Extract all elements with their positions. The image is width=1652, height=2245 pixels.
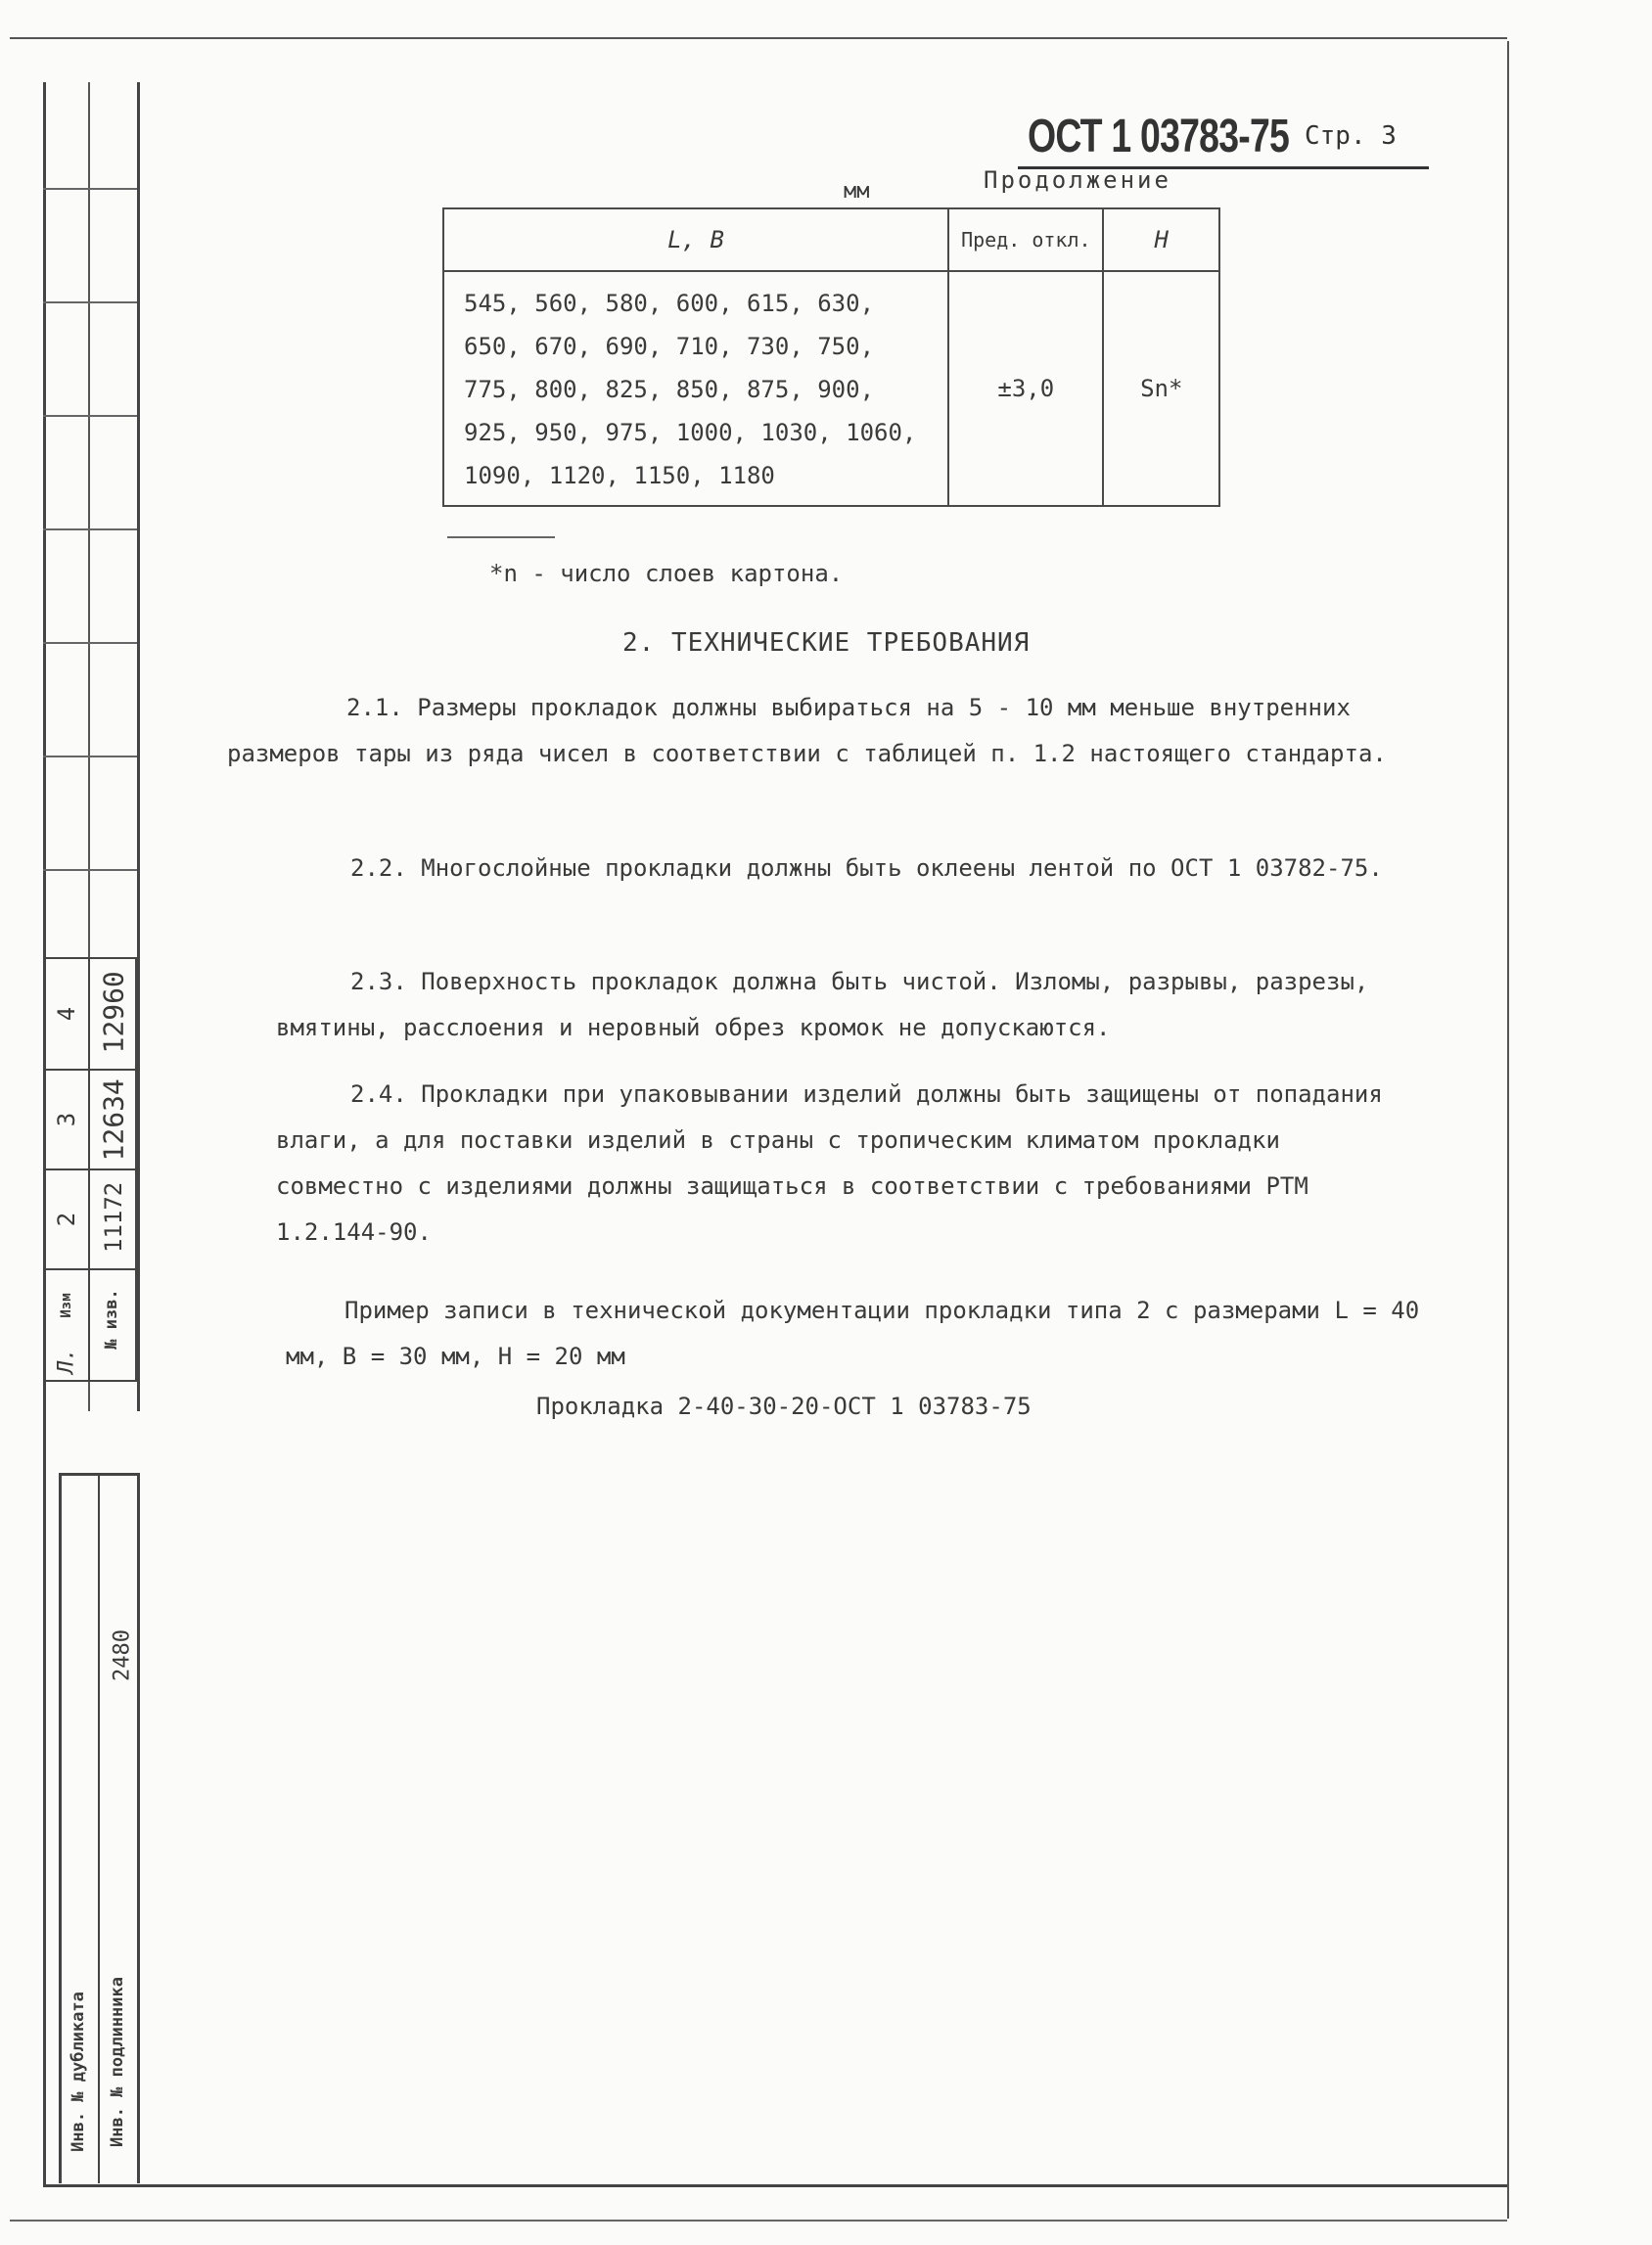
dimensions-table xyxy=(442,207,1220,507)
revision-number-2: 2 xyxy=(53,1212,80,1227)
sizes-line: 925, 950, 975, 1000, 1030, 1060, xyxy=(464,419,917,446)
revision-number-4: 4 xyxy=(53,1006,80,1022)
table-unit-label: мм xyxy=(844,179,870,204)
sizes-line: 775, 800, 825, 850, 875, 900, xyxy=(464,376,875,403)
column-header-h: H xyxy=(1103,208,1219,271)
paragraph-2-2: 2.2. Многослойные прокладки должны быть оклеены лентой по ОСТ 1 03782-75. xyxy=(350,854,1383,882)
revision-number-3: 3 xyxy=(53,1112,80,1127)
notice-number-12634: 12634 xyxy=(97,1078,130,1162)
table-footnote: *n - число слоев картона. xyxy=(489,560,844,587)
sizes-line: 650, 670, 690, 710, 730, 750, xyxy=(464,333,875,360)
paragraph-2-3: 2.3. Поверхность прокладок должна быть чистой. Изломы, разрывы, разрезы, вмятины, расслоения и неровный обрез кромок не допускаются. xyxy=(276,968,1369,1041)
sizes-line: 545, 560, 580, 600, 615, 630, xyxy=(464,290,875,317)
inventory-original-value: 2480 xyxy=(110,1629,135,1681)
table-continuation-label: Продолжение xyxy=(984,166,1171,194)
h-value-cell: Sn* xyxy=(1103,271,1219,506)
notice-number-12960: 12960 xyxy=(97,971,130,1054)
section-title: 2. ТЕХНИЧЕСКИЕ ТРЕБОВАНИЯ xyxy=(622,628,1031,658)
page-number: Стр. 3 xyxy=(1305,121,1397,151)
page-border-right xyxy=(1507,41,1509,2219)
column-header-lb: L, B xyxy=(443,208,948,271)
column-change-label: Изм xyxy=(59,1293,74,1318)
inventory-block xyxy=(59,1473,137,2183)
inventory-duplicate-label: Инв. № дубликата xyxy=(69,1992,88,2152)
page-border-top xyxy=(10,37,1507,39)
designation-example-intro: Пример записи в технической документации прокладки типа 2 с размерами L = 40 мм, B = 30 мм, H = 20 мм xyxy=(286,1297,1420,1370)
column-sheet-label: Л. xyxy=(54,1348,79,1374)
paragraph-2-1: 2.1. Размеры прокладок должны выбираться на 5 - 10 мм меньше внутренних размеров тары из ряда чисел в соответствии с таблицей п. 1.2 настоящего стандарта. xyxy=(227,694,1387,767)
paragraph-2-4: 2.4. Прокладки при упаковывании изделий должны быть защищены от попадания влаги, а для поставки изделий в страны с тропическим климатом прокладки совместно с изделиями должны защищаться в соответствии с требованиями РТМ 1.2.144-90. xyxy=(276,1080,1383,1246)
table-row xyxy=(443,271,1219,506)
revision-stamp xyxy=(43,957,137,1403)
notice-number-11172: 11172 xyxy=(100,1181,127,1253)
inner-frame-bottom xyxy=(43,2184,1507,2187)
document-code: ОСТ 1 03783-75 xyxy=(1028,111,1290,162)
sizes-line: 1090, 1120, 1150, 1180 xyxy=(464,462,775,489)
table-header-row xyxy=(443,208,1219,271)
deviation-cell: ±3,0 xyxy=(948,271,1103,506)
column-notice-label: № изв. xyxy=(102,1289,121,1350)
footnote-rule xyxy=(447,536,555,538)
page-border-bottom xyxy=(10,2220,1507,2222)
sizes-cell xyxy=(443,271,948,506)
inventory-original-label: Инв. № подлинника xyxy=(108,1977,127,2147)
designation-example: Прокладка 2-40-30-20-ОСТ 1 03783-75 xyxy=(536,1393,1032,1420)
column-header-deviation: Пред. откл. xyxy=(948,208,1103,271)
